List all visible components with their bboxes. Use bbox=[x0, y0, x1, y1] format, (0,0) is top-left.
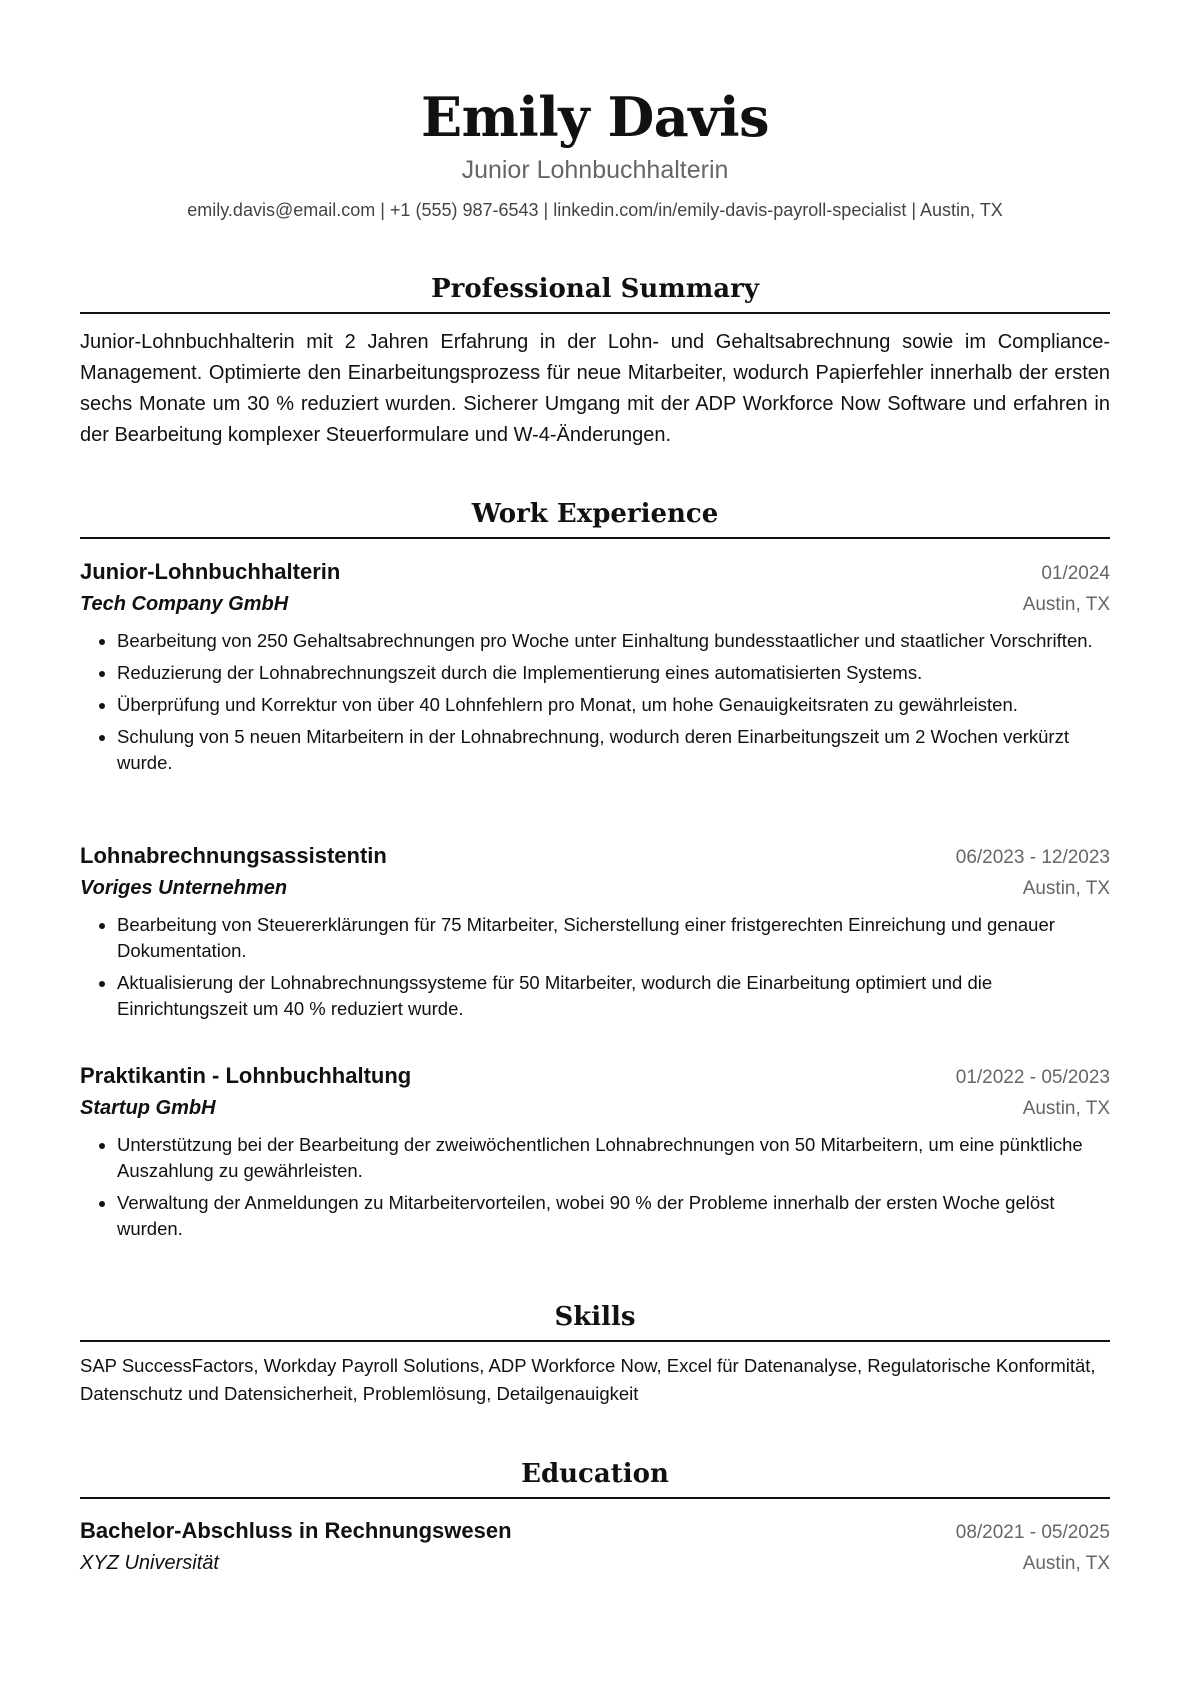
summary-text: Junior-Lohnbuchhalterin mit 2 Jahren Erfahrung in der Lohn- und Gehaltsabrechnung sowie im Compliance-Management. Optimierte den Einarbeitungsprozess für neue Mitarbeiter, wodurch Papierfehler innerhalb der ersten sechs Monate um 30 % reduziert wurden. Sicherer Umgang mit der ADP Workforce Now Software und erfahren in der Bearbeitung komplexer Steuerformulare und W-4-Änderungen. bbox=[80, 331, 1110, 446]
bullet-item: • Überprüfung und Korrektur von über 40 Lohnfehlern pro Monat, um hohe Genauigkeitsraten zu gewährleisten. bbox=[117, 692, 1110, 718]
company-name: Voriges Unternehmen bbox=[80, 877, 288, 899]
bullet-item: • Bearbeitung von Steuererklärungen für 75 Mitarbeiter, Sicherstellung einer fristgerechten Einreichung und genauer Dokumentation. bbox=[117, 912, 1110, 964]
education-location: Austin, TX bbox=[1022, 1553, 1110, 1574]
job-location: Austin, TX bbox=[1022, 878, 1110, 899]
job-date: 01/2022 - 05/2023 bbox=[955, 1067, 1110, 1088]
job-entry bbox=[80, 841, 1110, 1028]
education-date: 08/2021 - 05/2025 bbox=[955, 1522, 1110, 1543]
degree-title: Bachelor-Abschluss in Rechnungswesen bbox=[80, 1518, 512, 1543]
contact-line: emily.davis@email.com | +1 (555) 987-6543 | linkedin.com/in/emily-davis-payroll-specialist | Austin, TX bbox=[187, 200, 1003, 220]
skills-heading: Skills bbox=[80, 1300, 1110, 1342]
job-bullets bbox=[80, 628, 1110, 776]
bullet-item: • Bearbeitung von 250 Gehaltsabrechnungen pro Woche unter Einhaltung bundesstaatlicher und staatlicher Vorschriften. bbox=[117, 628, 1110, 654]
resume-header bbox=[80, 0, 1110, 224]
bullet-item: • Verwaltung der Anmeldungen zu Mitarbeitervorteilen, wobei 90 % der Probleme innerhalb der ersten Woche gelöst wurden. bbox=[117, 1190, 1110, 1242]
education-heading: Education bbox=[80, 1457, 1110, 1499]
bullet-item: • Schulung von 5 neuen Mitarbeitern in der Lohnabrechnung, wodurch deren Einarbeitungszeit um 2 Wochen verkürzt wurde. bbox=[117, 724, 1110, 776]
job-location: Austin, TX bbox=[1022, 1098, 1110, 1119]
job-entry bbox=[80, 557, 1110, 782]
job-title: Lohnabrechnungsassistentin bbox=[80, 843, 387, 868]
job-location: Austin, TX bbox=[1022, 594, 1110, 615]
summary-heading: Professional Summary bbox=[80, 272, 1110, 314]
company-name: Startup GmbH bbox=[80, 1097, 216, 1119]
education-section bbox=[80, 1457, 1110, 1499]
summary-section bbox=[80, 272, 1110, 451]
candidate-name: Emily Davis bbox=[420, 85, 770, 149]
education-entry bbox=[80, 1516, 1110, 1579]
resume-page bbox=[80, 0, 1110, 1574]
experience-section bbox=[80, 497, 1110, 539]
bullet-item: • Unterstützung bei der Bearbeitung der zweiwöchentlichen Lohnabrechnungen von 50 Mitarbeitern, um eine pünktliche Auszahlung zu gewährleisten. bbox=[117, 1132, 1110, 1184]
company-name: Tech Company GmbH bbox=[80, 593, 289, 615]
job-date: 01/2024 bbox=[1041, 563, 1110, 584]
job-bullets bbox=[80, 912, 1110, 1022]
experience-heading: Work Experience bbox=[80, 497, 1110, 539]
job-title: Praktikantin - Lohnbuchhaltung bbox=[80, 1063, 412, 1088]
job-bullets bbox=[80, 1132, 1110, 1242]
skills-text: SAP SuccessFactors, Workday Payroll Solutions, ADP Workforce Now, Excel für Datenanalyse, Regulatorische Konformität, Datenschutz und Datensicherheit, Problemlösung, Detailgenauigkeit bbox=[80, 1355, 1096, 1404]
job-date: 06/2023 - 12/2023 bbox=[955, 847, 1110, 868]
job-title: Junior-Lohnbuchhalterin bbox=[80, 559, 341, 584]
job-entry bbox=[80, 1061, 1110, 1248]
bullet-item: • Aktualisierung der Lohnabrechnungssysteme für 50 Mitarbeiter, wodurch die Einarbeitung optimiert und die Einrichtungszeit um 40 % reduziert wurde. bbox=[117, 970, 1110, 1022]
skills-section bbox=[80, 1300, 1110, 1408]
bullet-item: • Reduzierung der Lohnabrechnungszeit durch die Implementierung eines automatisierten Systems. bbox=[117, 660, 1110, 686]
school-name: XYZ Universität bbox=[80, 1552, 219, 1574]
candidate-title: Junior Lohnbuchhalterin bbox=[461, 156, 729, 184]
